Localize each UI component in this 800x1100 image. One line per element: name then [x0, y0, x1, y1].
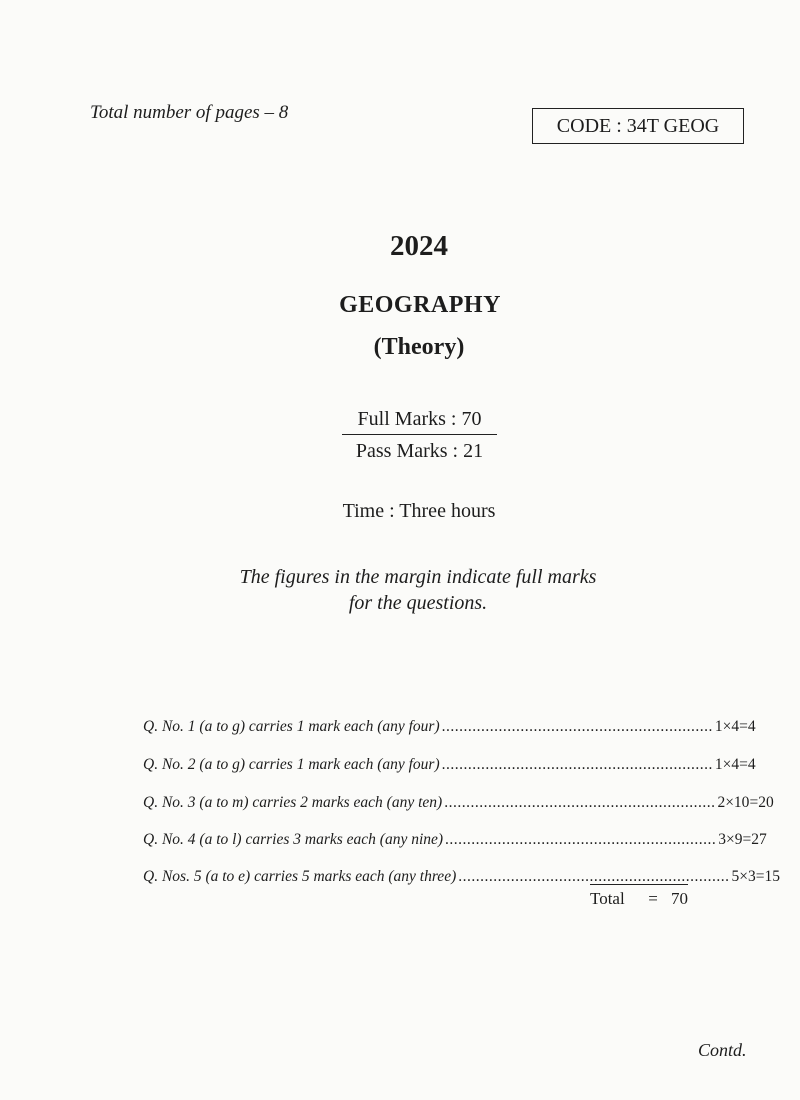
dot-leader: .............................................................. [441, 718, 713, 735]
question-description: Q. No. 4 (a to l) carries 3 marks each (any nine) [143, 831, 444, 848]
question-description: Q. No. 3 (a to m) carries 2 marks each (any ten) [143, 794, 443, 811]
question-description: Q. No. 2 (a to g) carries 1 mark each (any four) [143, 756, 440, 773]
marks-block [342, 408, 497, 463]
subject-title: GEOGRAPHY [339, 292, 501, 318]
dot-leader: .............................................................. [441, 756, 713, 773]
marks-result: 20 [758, 794, 774, 811]
question-description: Q. Nos. 5 (a to e) carries 5 marks each (any three) [143, 868, 457, 885]
equals-sign: = [648, 889, 658, 908]
marks-calculation: 1×4 [714, 718, 740, 735]
total-rule [590, 884, 688, 885]
subject-code-box: CODE : 34T GEOG [532, 108, 744, 144]
marks-result: 27 [751, 831, 767, 848]
dot-leader: .............................................................. [444, 794, 716, 811]
marks-result: 4 [747, 756, 756, 773]
marks-result: 15 [764, 868, 780, 885]
marks-distribution-row [143, 718, 756, 744]
full-marks: Full Marks : 70 [342, 408, 497, 435]
equals-sign: = [742, 831, 752, 848]
equals-sign: = [739, 756, 748, 773]
continued-note: Contd. [698, 1040, 747, 1060]
marks-result: 4 [747, 718, 756, 735]
marks-calculation: 2×10 [717, 794, 750, 811]
marks-calculation: 3×9 [718, 831, 743, 848]
equals-sign: = [739, 718, 748, 735]
exam-year: 2024 [390, 230, 448, 262]
dot-leader: .............................................................. [445, 831, 717, 848]
total-value: 70 [671, 889, 688, 908]
marks-distribution-row [143, 831, 767, 857]
equals-sign: = [755, 868, 765, 885]
paper-type: (Theory) [373, 334, 465, 360]
instruction-line-1: The figures in the margin indicate full marks [239, 566, 597, 588]
total-label: Total [590, 889, 625, 908]
instruction [0, 564, 800, 616]
total-row [590, 889, 688, 909]
marks-distribution-row [143, 794, 774, 820]
marks-calculation: 5×3 [731, 868, 756, 885]
dot-leader: .............................................................. [458, 868, 730, 885]
exam-duration: Time : Three hours [342, 500, 496, 522]
marks-distribution-row [143, 756, 756, 782]
equals-sign: = [749, 794, 759, 811]
pass-marks: Pass Marks : 21 [355, 440, 484, 462]
page-count-note: Total number of pages – 8 [90, 102, 289, 123]
marks-calculation: 1×4 [714, 756, 740, 773]
instruction-line-2: for the questions. [348, 592, 488, 614]
question-description: Q. No. 1 (a to g) carries 1 mark each (any four) [143, 718, 440, 735]
